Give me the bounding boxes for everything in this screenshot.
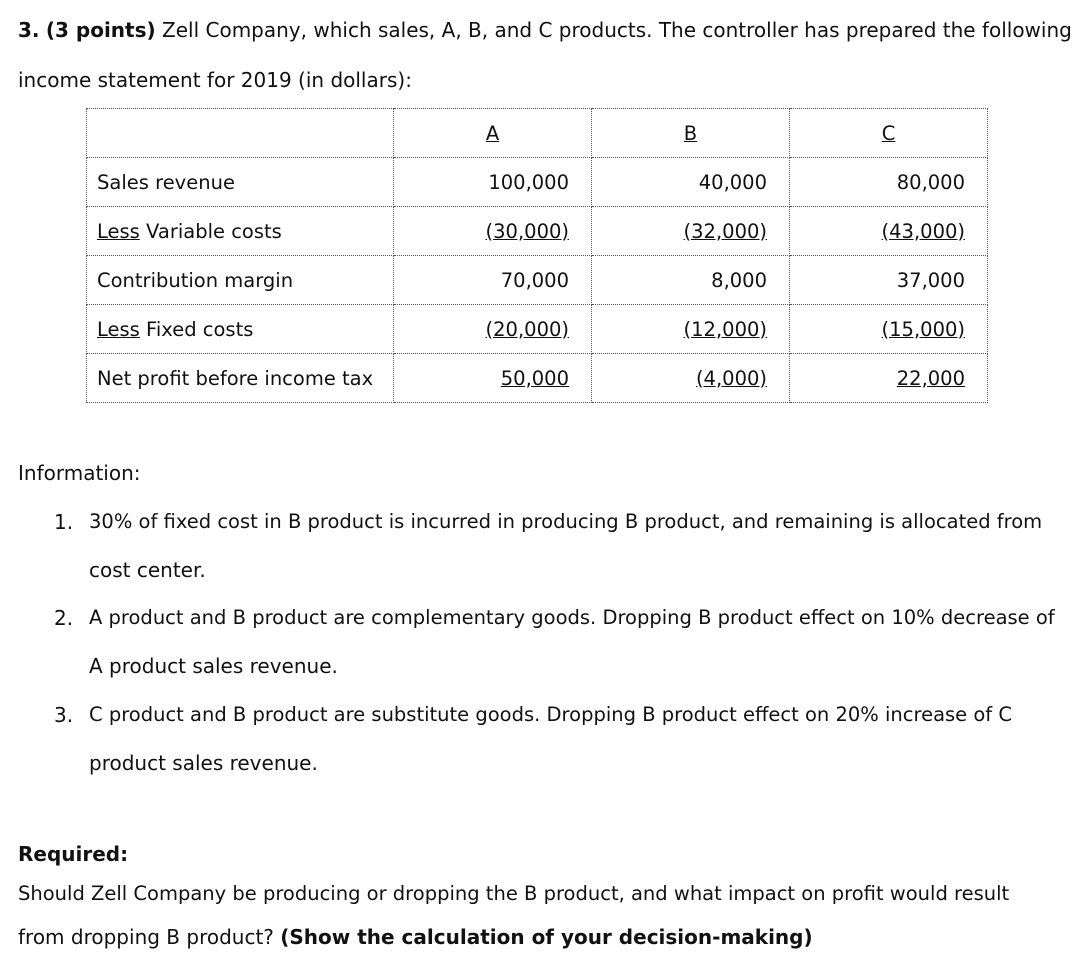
- cell-c: 22,000: [790, 354, 988, 403]
- question-number: 3.: [18, 18, 40, 42]
- required-heading: Required:: [18, 842, 129, 866]
- cell-b: 8,000: [592, 256, 790, 305]
- info-item-2-line-2: A product sales revenue.: [89, 654, 338, 678]
- cell-c: 37,000: [790, 256, 988, 305]
- info-item-1-number: 1.: [54, 510, 74, 534]
- table-row: [87, 207, 988, 256]
- question-line-2: income statement for 2019 (in dollars):: [18, 68, 412, 92]
- cell-a: (30,000): [394, 207, 592, 256]
- required-line-2: [18, 925, 813, 949]
- info-item-3-number: 3.: [54, 703, 74, 727]
- header-c: C: [790, 109, 988, 158]
- table-row: [87, 158, 988, 207]
- required-line-2-bold: (Show the calculation of your decision-making): [280, 925, 813, 949]
- cell-b: 40,000: [592, 158, 790, 207]
- question-points: (3 points): [45, 18, 156, 42]
- table-row: [87, 256, 988, 305]
- table-row: [87, 305, 988, 354]
- header-a: A: [394, 109, 592, 158]
- cell-b: (4,000): [592, 354, 790, 403]
- cell-b: (12,000): [592, 305, 790, 354]
- table-row: [87, 354, 988, 403]
- cell-c: 80,000: [790, 158, 988, 207]
- required-line-1: Should Zell Company be producing or dropping the B product, and what impact on profit would result: [18, 882, 1010, 905]
- info-item-1-line-1: 30% of fixed cost in B product is incurred in producing B product, and remaining is allocated from: [89, 510, 1043, 533]
- question-line-1: [18, 18, 1072, 42]
- row-label: Less Variable costs: [87, 207, 394, 256]
- row-label: Less Fixed costs: [87, 305, 394, 354]
- information-heading: Information:: [18, 461, 141, 485]
- info-item-2-number: 2.: [54, 606, 74, 630]
- header-b: B: [592, 109, 790, 158]
- income-statement-table: [86, 108, 988, 403]
- info-item-2-line-1: A product and B product are complementary goods. Dropping B product effect on 10% decrease of: [89, 606, 1055, 629]
- cell-b: (32,000): [592, 207, 790, 256]
- cell-a: (20,000): [394, 305, 592, 354]
- row-label: Sales revenue: [87, 158, 394, 207]
- cell-a: 100,000: [394, 158, 592, 207]
- info-item-3-line-1: C product and B product are substitute goods. Dropping B product effect on 20% increase of C: [89, 703, 1012, 726]
- table-header-row: [87, 109, 988, 158]
- required-line-2-text: from dropping B product?: [18, 925, 281, 949]
- row-label: Contribution margin: [87, 256, 394, 305]
- cell-a: 70,000: [394, 256, 592, 305]
- info-item-1-line-2: cost center.: [89, 558, 206, 582]
- info-item-3-line-2: product sales revenue.: [89, 751, 318, 775]
- cell-c: (43,000): [790, 207, 988, 256]
- cell-c: (15,000): [790, 305, 988, 354]
- header-empty-cell: [87, 109, 394, 158]
- row-label: Net profit before income tax: [87, 354, 394, 403]
- cell-a: 50,000: [394, 354, 592, 403]
- question-text-1: Zell Company, which sales, A, B, and C products. The controller has prepared the following: [162, 18, 1072, 42]
